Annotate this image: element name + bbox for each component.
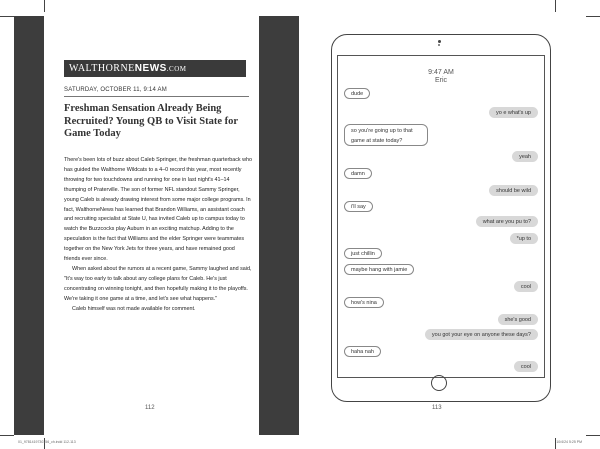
- slug-date: 10/4/24 5:25 PM: [556, 440, 582, 444]
- message-bubble: she's good: [498, 314, 538, 325]
- message-bubble: dude: [344, 88, 370, 99]
- article-paragraph: When asked about the rumors at a recent game, Sammy laughed and said, "It's way too early to talk about any college plans for Caleb. He's just concentrating on winning tonight, and then hopefully making it to the playoffs. We're taking it one game at a time, and let's see what happens.": [64, 265, 252, 302]
- crop-mark: [0, 435, 14, 436]
- crop-mark: [555, 0, 556, 12]
- article-paragraph: There's been lots of buzz about Caleb Springer, the freshman quarterback who has guided the Walthorne Wildcats to a 4–0 record this year, most recently throwing for two touchdowns and running for one in last night's 41–14 thumping of Praterville. The son of former NFL standout Sammy Springer, young Caleb is already drawing interest from some major college programs. In fact, WalthorneNews has learned that Brandon Williams, an assistant coach and recruiting specialist at State U, has invited Caleb up to campus today to watch the Buzzcocks play Auburn in an exciting matchup. Adding to the speculation is the fact that Williams and the elder Springer were teammates together on the New York Jets for three years, and have remained good friends ever since.: [64, 157, 253, 263]
- message-bubble: yo e what's up: [489, 107, 538, 118]
- left-page-number: 112: [145, 405, 155, 411]
- message-bubble: should be wild: [489, 185, 538, 196]
- article-headline: Freshman Sensation Already Being Recruited? Young QB to Visit State for Game Today: [64, 103, 238, 139]
- message-bubble: damn: [344, 168, 372, 179]
- message-bubble: maybe hang with jamie: [344, 264, 414, 275]
- home-button[interactable]: [431, 375, 447, 391]
- masthead-brand-bold: NEWS: [134, 63, 167, 74]
- message-bubble: you got your eye on anyone these days?: [425, 329, 538, 340]
- crop-mark: [586, 435, 600, 436]
- message-bubble: yeah: [512, 151, 538, 162]
- status-time: 9:47 AM: [428, 69, 454, 76]
- message-bubble: cool: [514, 361, 538, 372]
- center-gutter-bar: [259, 16, 299, 435]
- message-bubble: what are you pu to?: [476, 216, 538, 227]
- message-header: [337, 69, 545, 84]
- news-masthead: [64, 60, 246, 77]
- message-bubble: haha nah: [344, 346, 381, 357]
- article-paragraph: Caleb himself was not made available for comment.: [72, 305, 196, 312]
- message-bubble: i'll say: [344, 201, 373, 212]
- crop-mark: [44, 0, 45, 12]
- right-page-number: 113: [432, 405, 442, 411]
- message-bubble: cool: [514, 281, 538, 292]
- masthead-brand: WALTHORNE: [69, 63, 135, 74]
- message-bubble: *up to: [510, 233, 538, 244]
- crop-mark: [586, 16, 600, 17]
- camera-icon: [438, 40, 441, 43]
- article-dateline: SATURDAY, OCTOBER 11, 9:14 AM: [64, 87, 249, 97]
- message-bubble: just chillin: [344, 248, 382, 259]
- masthead-suffix: .COM: [166, 65, 187, 73]
- left-gutter-bar: [14, 16, 44, 435]
- slug-file: 01_9781419730156_ch.indd 112-113: [18, 440, 76, 444]
- crop-mark: [0, 16, 14, 17]
- message-bubble: how's nina: [344, 297, 384, 308]
- sensor-icon: [438, 44, 440, 46]
- message-bubble: so you're going up to that game at state today?: [344, 124, 428, 146]
- left-page: [44, 16, 259, 435]
- contact-name: Eric: [434, 76, 448, 84]
- article-body: [64, 156, 252, 315]
